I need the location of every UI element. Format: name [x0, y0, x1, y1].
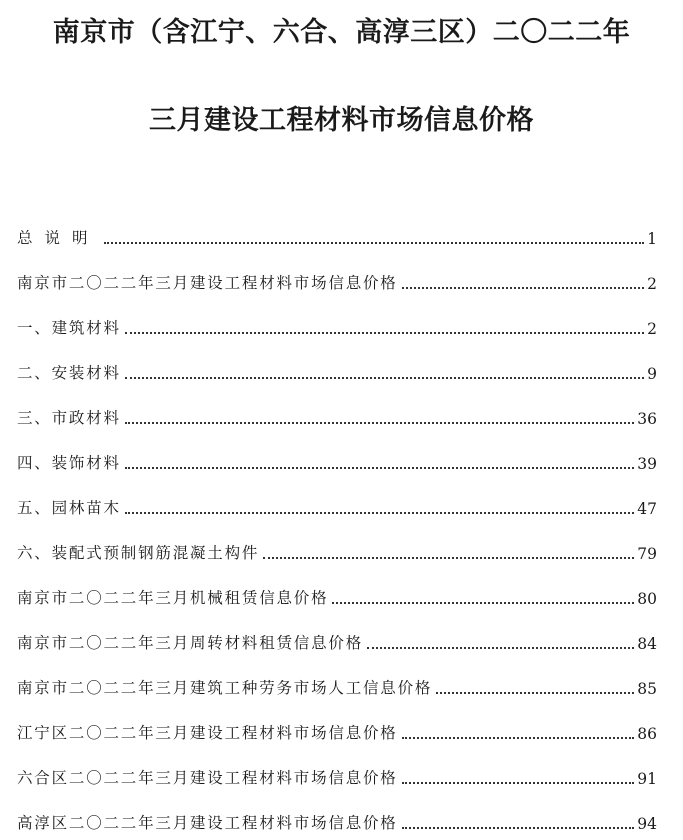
toc-entry[interactable] [17, 431, 657, 476]
dot-leader [104, 242, 645, 244]
toc-entry-label: 总说明 [17, 229, 100, 247]
toc-entry-page: 9 [647, 365, 657, 383]
toc-entry-label: 六、装配式预制钢筋混凝土构件 [17, 544, 260, 562]
toc-entry[interactable] [17, 746, 657, 791]
dot-leader [125, 467, 634, 469]
toc-entry[interactable] [17, 656, 657, 701]
toc-entry[interactable] [17, 701, 657, 746]
toc-entry[interactable] [17, 476, 657, 521]
toc-entry-label: 二、安装材料 [17, 364, 121, 382]
toc-entry-page: 86 [637, 725, 657, 743]
toc-entry[interactable] [17, 251, 657, 296]
dot-leader [263, 557, 634, 559]
toc-entry-page: 94 [637, 815, 657, 833]
toc-entry-page: 85 [637, 680, 657, 698]
toc-entry-page: 47 [637, 500, 657, 518]
toc-entry[interactable] [17, 791, 657, 836]
toc-entry-label: 南京市二〇二二年三月建筑工种劳务市场人工信息价格 [17, 679, 433, 697]
toc-entry-label: 四、装饰材料 [17, 454, 121, 472]
toc-entry-page: 91 [637, 770, 657, 788]
dot-leader [125, 332, 644, 334]
toc-entry-page: 2 [647, 275, 657, 293]
dot-leader [402, 827, 635, 829]
dot-leader [125, 377, 644, 379]
toc-entry[interactable] [17, 566, 657, 611]
toc-entry[interactable] [17, 611, 657, 656]
toc-entry-page: 80 [637, 590, 657, 608]
toc-entry-page: 39 [637, 455, 657, 473]
table-of-contents [17, 206, 657, 836]
dot-leader [402, 782, 635, 784]
toc-entry[interactable] [17, 206, 657, 251]
toc-entry-label: 南京市二〇二二年三月建设工程材料市场信息价格 [17, 274, 398, 292]
dot-leader [125, 422, 634, 424]
toc-entry-label: 高淳区二〇二二年三月建设工程材料市场信息价格 [17, 814, 398, 832]
dot-leader [332, 602, 634, 604]
toc-entry-page: 79 [637, 545, 657, 563]
toc-entry-page: 2 [647, 320, 657, 338]
dot-leader [367, 647, 634, 649]
document-title-line-1: 南京市（含江宁、六合、高淳三区）二〇二二年 [52, 17, 631, 48]
toc-entry-page: 36 [637, 410, 657, 428]
toc-entry[interactable] [17, 521, 657, 566]
toc-entry-label: 南京市二〇二二年三月周转材料租赁信息价格 [17, 634, 364, 652]
toc-entry-label: 一、建筑材料 [17, 319, 121, 337]
toc-entry-label: 五、园林苗木 [17, 499, 121, 517]
dot-leader [125, 512, 634, 514]
dot-leader [402, 287, 645, 289]
toc-entry-label: 江宁区二〇二二年三月建设工程材料市场信息价格 [17, 724, 398, 742]
dot-leader [436, 692, 634, 694]
toc-entry-label: 三、市政材料 [17, 409, 121, 427]
toc-entry-page: 1 [647, 230, 657, 248]
toc-entry[interactable] [17, 386, 657, 431]
toc-entry[interactable] [17, 341, 657, 386]
toc-entry-label: 六合区二〇二二年三月建设工程材料市场信息价格 [17, 769, 398, 787]
toc-entry-page: 84 [637, 635, 657, 653]
dot-leader [402, 737, 635, 739]
document-title-line-2: 三月建设工程材料市场信息价格 [149, 105, 534, 136]
toc-entry-label: 南京市二〇二二年三月机械租赁信息价格 [17, 589, 329, 607]
toc-entry[interactable] [17, 296, 657, 341]
